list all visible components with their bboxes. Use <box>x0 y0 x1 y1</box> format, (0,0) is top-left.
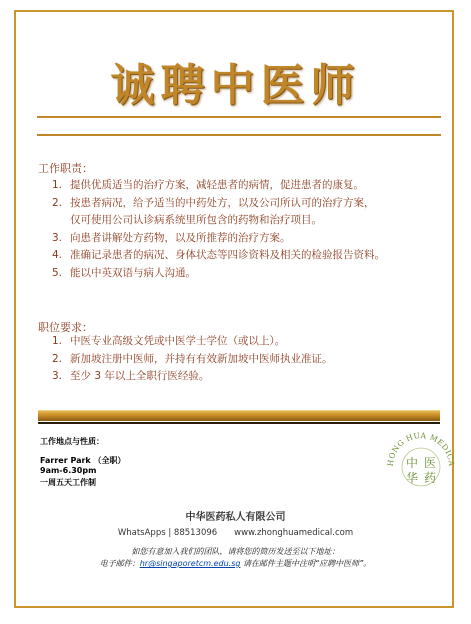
svg-text:中: 中 <box>405 456 419 470</box>
list-item: 2. 新加坡注册中医师，并持有有效新加坡中医师执业准证。 <box>52 352 333 365</box>
apply-instruction: 如您有意加入我们的团队，请将您的简历发送至以下地址： <box>131 547 340 556</box>
location-heading: 工作地点与性质： <box>40 437 104 446</box>
email-link[interactable]: hr@singaporetcm.edu.sg <box>139 559 241 568</box>
work-hours: 9am-6.30pm <box>40 466 97 475</box>
logo-seal-icon <box>381 420 461 500</box>
svg-text:华: 华 <box>405 471 419 485</box>
work-days: 一周五天工作制 <box>40 478 96 487</box>
svg-text:ZHONG HUA MEDICAL: HONG HUA MEDICA <box>385 430 457 467</box>
list-item: 5. 能以中英双语与病人沟通。 <box>52 266 196 279</box>
svg-text:药: 药 <box>423 471 437 485</box>
contact-line: WhatsApps | 88513096 www.zhonghuamedical.com <box>117 528 354 538</box>
list-item: 1. 中医专业高级文凭或中医学士学位（或以上）。 <box>52 335 286 347</box>
svg-text:医: 医 <box>423 456 437 470</box>
company-name: 中华医药私人有限公司 <box>185 512 286 523</box>
page-title: 诚聘中医师 <box>110 60 361 111</box>
list-item: 3. 向患者讲解处方药物，以及所推荐的治疗方案。 <box>52 231 291 244</box>
apply-email-line: 电子邮件：hr@singaporetcm.edu.sg 请在邮件主题中注明“应聘中医师”。 <box>99 559 372 568</box>
duties-heading: 工作职责： <box>38 162 93 175</box>
requirements-heading: 职位要求： <box>38 321 93 334</box>
work-location: Farrer Park （全职） <box>40 456 126 465</box>
title-divider-bottom <box>37 134 441 136</box>
requirements-list <box>38 333 438 386</box>
list-item: 3. 至少 3 年以上全职行医经验。 <box>52 370 210 382</box>
duties-list <box>38 177 438 282</box>
company-logo <box>381 420 461 500</box>
list-item: 1. 提供优质适当的治疗方案，减轻患者的病情，促进患者的康复。 <box>52 179 364 191</box>
list-item: 4. 准确记录患者的病况、身体状态等四诊资料及相关的检验报告资料。 <box>52 249 385 261</box>
list-item: 2. 按患者病况，给予适当的中药处方，以及公司所认可的治疗方案， 仅可使用公司认诊病系统里所包含的药物和治疗项目。 <box>52 196 375 226</box>
title-divider-top <box>37 116 441 118</box>
decorative-gold-band <box>38 410 440 421</box>
